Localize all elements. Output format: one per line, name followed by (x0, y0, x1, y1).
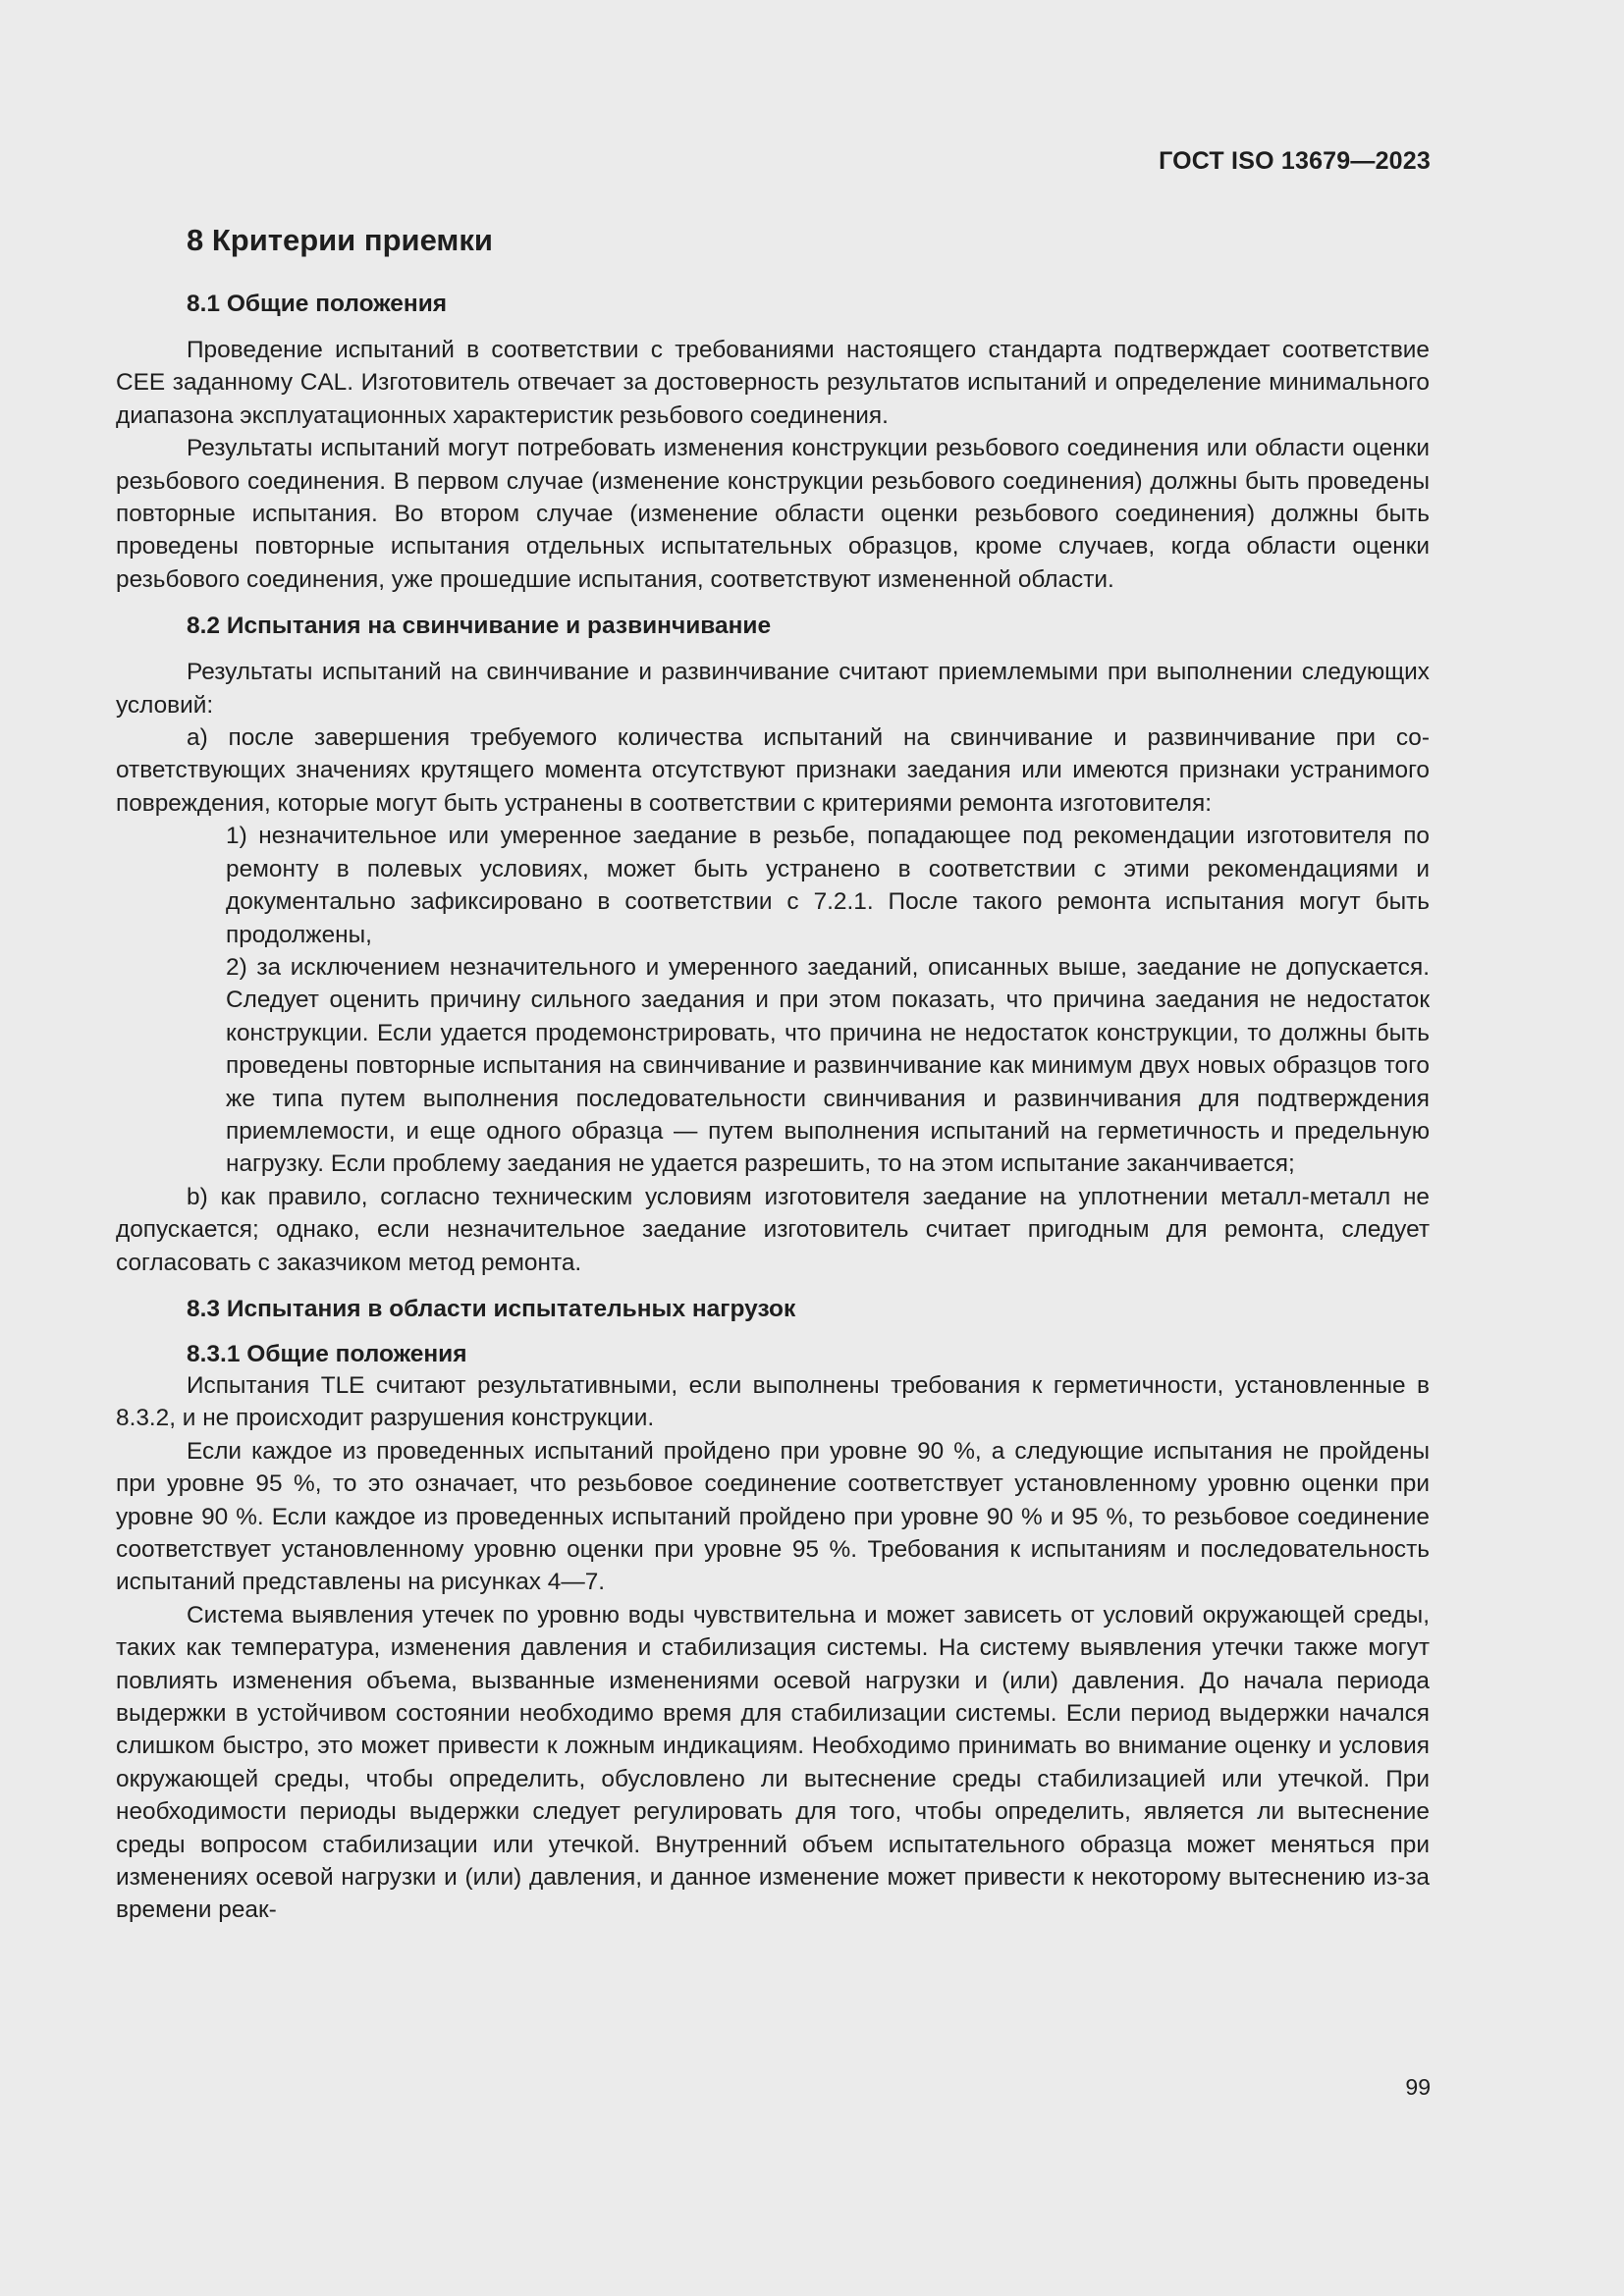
standard-id: ГОСТ ISO 13679—2023 (1159, 147, 1431, 175)
paragraph: Если каждое из проведенных испытаний пройдено при уровне 90 %, а следующие испытания не пройдены при уровне 95 %, то это означает, что резьбовое соединение соответствует установленному уровню оценки при уровне 90 %. Если каждое из проведенных испытаний пройдено при уровне 90 % и 95 %, то резьбовое соединение соответствует установленному уровню оценки при уровне 95 %. Требования к испытаниям и последовательность испытаний представлены на рисунках 4—7. (116, 1437, 1430, 1596)
section-8-3-1-title: 8.3.1 Общие положения (187, 1340, 467, 1367)
paragraph: Система выявления утечек по уровню воды чувствительна и может зависеть от условий окружающей среды, таких как температура, изменения давления и стабилизация системы. На систему выявления утечки также могут повлиять изменения объема, вызванные изменениями осевой нагрузки и (или) давления. До начала периода выдержки в устойчивом состоянии необходимо время для стабилизации системы. Если период выдержки начался слишком быстро, это может привести к ложным индикациям. Необходимо принимать во внимание оценку и условия окружающей среды, чтобы определить, обусловлено ли вытеснение среды стабилизацией или утечкой. При необходимости периоды выдержки следует регулировать для того, чтобы определить, является ли вытеснение среды вопросом стабилизации или утечкой. Внутренний объем испытательного образца может меняться при изменениях осевой нагрузки и (или) давления, и данное изменение может привести к некоторому вытеснению из-за времени реак- (116, 1601, 1430, 1924)
section-8-2-title: 8.2 Испытания на свинчивание и развинчивание (187, 613, 772, 640)
sublist-item-1: 1) незначительное или умеренное заедание в резьбе, попадающее под рекомендации изготовителя по ремонту в полевых условиях, может быть устранено в соответствии с этими рекомендациями и документально зафиксировано в соответствии с 7.2.1. После такого ремонта испытания могут быть продолжены, (226, 823, 1430, 948)
paragraph: Испытания TLE считают результативными, если выполнены требования к герметичности, установленные в 8.3.2, и не происходит разрушения конструкции. (116, 1371, 1430, 1432)
section-8-1-title: 8.1 Общие положения (187, 291, 448, 317)
section-8-3-title: 8.3 Испытания в области испытательных нагрузок (187, 1295, 796, 1322)
paragraph: Результаты испытаний могут потребовать изменения конструкции резьбового соединения или области оценки резьбового соединения. В первом случае (изменение конструкции резьбового соединения) должны быть проведены повторные испытания. Во втором случае (изменение области оценки резьбового соединения) должны быть проведены повторные испытания отдельных испытательных образцов, кроме случаев, когда области оценки резьбового соединения, уже прошедшие испытания, соответствуют измененной области. (116, 435, 1430, 593)
section-8-title: 8 Критерии приемки (187, 223, 493, 257)
page-content (116, 221, 1430, 1927)
paragraph: Результаты испытаний на свинчивание и развинчивание считают приемлемыми при выполнении следующих условий: (116, 659, 1430, 719)
list-item-a: а) после завершения требуемого количества испытаний на свинчивание и развинчивание при соответствующих значениях крутящего момента отсутствуют признаки заедания или имеются признаки устранимого повреждения, которые могут быть устранены в соответствии с критериями ремонта изготовителя: (116, 724, 1430, 817)
paragraph: Проведение испытаний в соответствии с требованиями настоящего стандарта подтверждает соответствие CEE заданному CAL. Изготовитель отвечает за достоверность результатов испытаний и определение минимального диапазона эксплуатационных характеристик резьбового соединения. (116, 337, 1430, 429)
sublist-item-2: 2) за исключением незначительного и умеренного заеданий, описанных выше, заедание не допускается. Следует оценить причину сильного заедания и при этом показать, что причина заедания не недостаток конструкции. Если удается продемонстрировать, что причина не недостаток конструкции, то должны быть проведены повторные испытания на свинчивание и развинчивание как минимум двух новых образцов того же типа путем выполнения последовательности свинчивания и развинчивания для подтверждения приемлемости, и еще одного образца — путем выполнения испытаний на герметичность и предельную нагрузку. Если проблему заедания не удается разрешить, то на этом испытание заканчивается; (226, 953, 1430, 1178)
list-item-b: b) как правило, согласно техническим условиям изготовителя заедание на уплотнении металл-металл не допускается; однако, если незначительное заедание изготовитель считает пригодным для ремонта, следует согласовать с заказчиком метод ремонта. (116, 1183, 1430, 1276)
page-number: 99 (1405, 2074, 1431, 2100)
